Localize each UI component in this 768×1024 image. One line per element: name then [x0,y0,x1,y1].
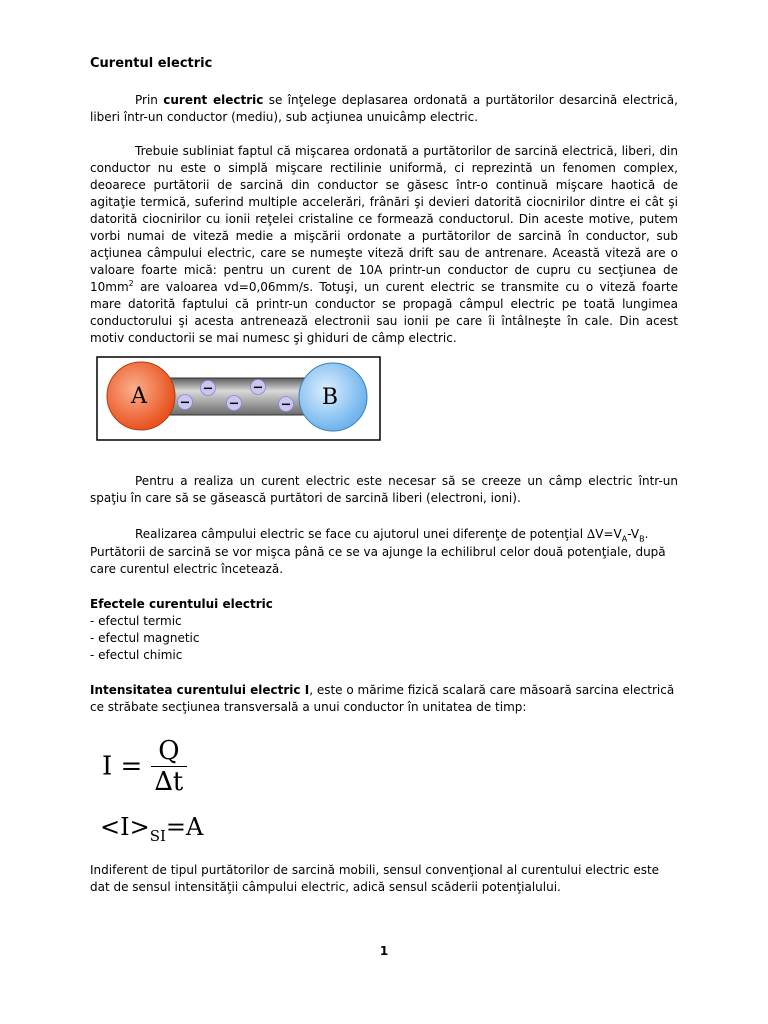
label-b: B [321,385,339,410]
section-heading: Efectele curentului electric [90,597,273,611]
definition-paragraph [90,92,678,126]
text: . [644,527,649,541]
negative-charge-sign: − [228,396,240,412]
direction-paragraph: Indiferent de tipul purtătorilor de sarcină mobili, sensul convenţional al curentului electric este dat de sensul intensităţii câmpului electric, adică sensul scăderii potenţialului. [90,863,660,894]
list-item: - efectul magnetic [90,631,200,645]
formula-fraction [151,736,188,797]
term-bold: Intensitatea curentului electric I [90,683,310,697]
term-bold: curent electric [163,93,264,107]
subscript: B [639,534,645,544]
potential-paragraph [90,526,678,543]
superscript: 2 [128,279,134,288]
negative-charge-sign: − [252,380,264,396]
effects-section [90,596,678,664]
page-number: 1 [379,944,389,958]
list-item: - efectul termic [90,614,182,628]
intensity-paragraph [90,682,678,716]
unit-symbol: <I> [100,813,150,841]
field-paragraph: Pentru a realiza un curent electric este necesar să se creeze un câmp electric într-un spaţiu în care să se găsească purtători de sarcină liberi (electroni, ioni). [90,474,678,505]
negative-charge-sign: − [202,381,214,397]
unit-value: =A [165,813,204,841]
formula-lhs: I = [102,751,143,782]
negative-charge-sign: − [179,395,191,411]
negative-charge-sign: − [280,397,292,413]
text: V=V [595,527,622,541]
text: are valoarea vd=0,06mm/s. Totuşi, un curent electric se transmite cu o viteză foarte mare datorită faptului că printr-un conductor se propagă câmpul electric pe toată lungimea conductorului şi acesta antrenează electronii sau ionii pe care îi întâlneşte în cale. Din acest motiv conductorii se mai numesc şi ghiduri de câmp electric. [90,280,678,345]
delta-symbol: ∆ [586,527,596,541]
unit-subscript: SI [149,826,166,845]
page-title: Curentul electric [90,56,213,71]
conductor-diagram [96,356,381,441]
drift-paragraph [90,143,678,347]
text: Trebuie subliniat faptul că mişcarea ordonată a purtătorilor de sarcină electrică, liberi, din conductor nu este o simplă mişcare rectilinie uniformă, ci reprezintă un fenomen complex, deoarece purtătorii de sarcină din conductor se găsesc într-o continuă mişcare haotică de agitaţie termică, suferind multiple accelerări, frânări şi devieri datorită ciocnirilor dintre ei cât şi datorită ciocnirilor cu ionii reţelei cristaline ce formează conductorul. Din aceste motive, putem vorbi numai de viteză medie a mişcării ordonate a purtătorilor de sarcină în conductor, sub acţiunea câmpului electric, care se numeşte viteză drift sau de antrenare. Această viteză are o valoare foarte mică: pentru un curent de 10A printr-un conductor de cupru cu secţiunea de 10mm [90,144,678,294]
denominator: ∆t [151,766,188,797]
text: , este o mărime fizică scalară care măsoară sarcina electrică ce străbate secţiunea transversală a unui conductor în unitatea de timp: [90,683,675,714]
current-formula [102,736,187,797]
text: Prin [135,93,164,107]
equilibrium-paragraph: Purtătorii de sarcină se vor mişca până ce se va ajunge la echilibrul celor două potenţiale, după care curentul electric încetează. [90,545,666,576]
subscript: A [621,534,628,544]
si-unit-formula [100,812,204,845]
label-a: A [131,384,147,409]
text: Realizarea câmpului electric se face cu ajutorul unei diferenţe de potenţial [135,527,587,541]
list-item: - efectul chimic [90,648,183,662]
text: -V [627,527,640,541]
numerator: Q [158,736,180,766]
text: se înţelege deplasarea ordonată a purtătorilor desarcină electrică, liberi într-un conductor (mediu), sub acţiunea unuicâmp electric. [90,93,678,124]
